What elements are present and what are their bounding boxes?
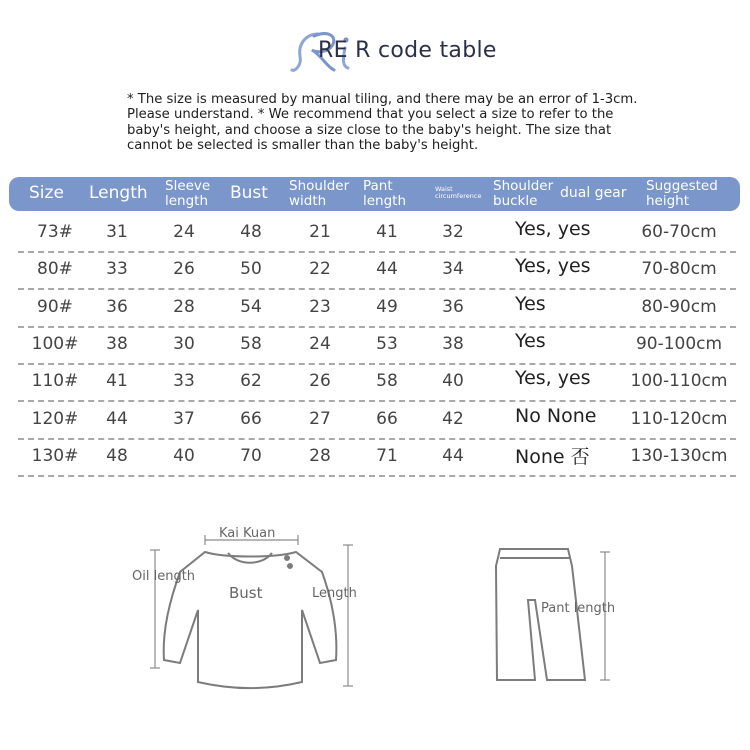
length-label: Length — [312, 586, 357, 601]
table-cell: 66 — [240, 408, 262, 429]
table-cell-shoulder-buckle: Yes — [515, 329, 546, 352]
notice-line: baby's height, and choose a size close to the baby's height. The size that — [127, 122, 612, 138]
table-cell: 62 — [240, 371, 262, 392]
table-cell: 100# — [31, 333, 79, 354]
header-size: Size — [29, 183, 64, 203]
kai-kuan-label: Kai Kuan — [219, 526, 276, 541]
bust-label: Bust — [229, 584, 263, 602]
table-cell: 44 — [442, 445, 464, 466]
table-cell: 28 — [309, 445, 331, 466]
table-cell: 58 — [240, 333, 262, 354]
table-cell: 38 — [442, 333, 464, 354]
pant-length-label: Pant length — [541, 601, 616, 616]
table-cell-shoulder-buckle: Yes — [515, 292, 546, 315]
table-cell: 49 — [376, 296, 398, 317]
table-cell: 53 — [376, 333, 398, 354]
table-cell: 36 — [442, 296, 464, 317]
header-bust: Bust — [230, 183, 268, 203]
table-cell: 30 — [173, 333, 195, 354]
table-cell: 90# — [37, 296, 73, 317]
header-shoulder-width: Shoulder width — [289, 178, 350, 209]
table-cell: 36 — [106, 296, 128, 317]
table-cell: 38 — [106, 333, 128, 354]
table-cell-shoulder-buckle: None 否 — [515, 445, 590, 468]
header-pant-length: Pant length — [363, 178, 407, 209]
table-cell: 100-110cm — [630, 371, 728, 392]
page-title: RE R code table — [318, 38, 497, 63]
table-cell: 37 — [173, 408, 195, 429]
table-cell: 42 — [442, 408, 464, 429]
table-cell: 26 — [309, 371, 331, 392]
table-cell: 34 — [442, 259, 464, 280]
table-cell: 41 — [376, 222, 398, 242]
table-cell: 70-80cm — [641, 259, 717, 280]
table-cell: 44 — [106, 408, 128, 429]
table-cell-shoulder-buckle: No None — [515, 404, 597, 427]
table-cell: 130# — [31, 445, 79, 466]
header-waist-circumference: Waist circumference — [435, 185, 482, 200]
table-cell: 48 — [106, 445, 128, 466]
table-cell: 110# — [31, 371, 79, 392]
table-cell: 48 — [240, 222, 262, 242]
table-cell: 22 — [309, 259, 331, 280]
table-cell: 70 — [240, 445, 262, 466]
table-cell: 54 — [240, 296, 262, 317]
notice-line: Please understand. * We recommend that you select a size to refer to the — [127, 107, 614, 123]
table-cell: 120# — [31, 408, 79, 429]
table-cell: 33 — [106, 259, 128, 280]
table-cell: 33 — [173, 371, 195, 392]
table-cell: 28 — [173, 296, 195, 317]
notice-line: cannot be selected is smaller than the baby's height. — [127, 137, 479, 153]
table-cell: 73# — [37, 222, 73, 242]
table-cell: 23 — [309, 296, 331, 317]
table-cell: 31 — [106, 222, 128, 242]
table-cell: 80# — [37, 259, 73, 280]
header-dual-gear: dual gear — [560, 185, 627, 201]
table-cell: 41 — [106, 371, 128, 392]
table-cell: 90-100cm — [635, 333, 723, 354]
header-shoulder-buckle: Shoulder buckle — [493, 178, 554, 209]
table-cell-shoulder-buckle: Yes, yes — [515, 367, 591, 390]
header-length: Length — [89, 183, 148, 203]
table-cell-shoulder-buckle: Yes, yes — [515, 218, 591, 240]
table-cell: 32 — [442, 222, 464, 242]
table-cell: 40 — [442, 371, 464, 392]
table-cell-shoulder-buckle: Yes, yes — [515, 255, 591, 278]
table-cell: 40 — [173, 445, 195, 466]
table-cell: 27 — [309, 408, 331, 429]
table-cell: 26 — [173, 259, 195, 280]
table-cell: 24 — [173, 222, 195, 242]
table-cell: 21 — [309, 222, 331, 242]
table-cell: 50 — [240, 259, 262, 280]
oil-length-label: Oil length — [132, 569, 196, 584]
table-cell: 58 — [376, 371, 398, 392]
header-suggested-height: Suggested height — [646, 178, 718, 209]
notice-line: * The size is measured by manual tiling, and there may be an error of 1-3cm. — [127, 92, 638, 107]
table-cell: 110-120cm — [630, 408, 728, 429]
table-cell: 66 — [376, 408, 398, 429]
table-cell: 80-90cm — [641, 296, 717, 317]
table-cell: 44 — [376, 259, 398, 280]
header-sleeve-length: Sleeve length — [165, 178, 211, 209]
table-cell: 130-130cm — [630, 445, 728, 466]
table-cell: 71 — [376, 445, 398, 466]
table-cell: 24 — [309, 333, 331, 354]
table-cell: 60-70cm — [641, 222, 717, 242]
